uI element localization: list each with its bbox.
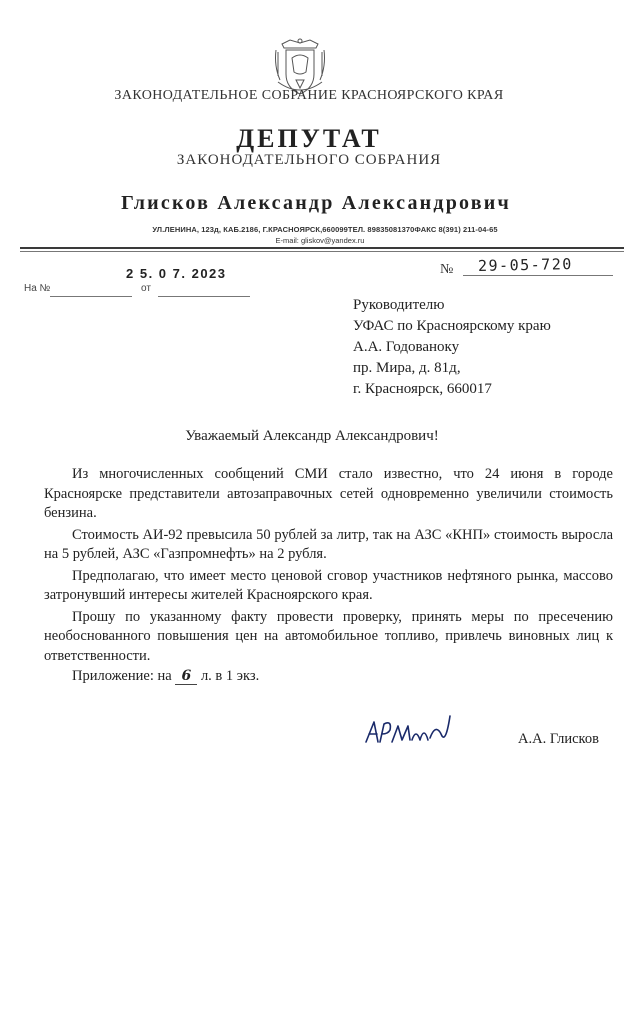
body-paragraph: Предполагаю, что имеет место ценовой сговор участников нефтяного рынка, массово затронувший интересы жителей Красноярского края. [44,567,613,603]
organization-name: ЗАКОНОДАТЕЛЬНОЕ СОБРАНИЕ КРАСНОЯРСКОГО КРАЯ [114,88,504,103]
reference-date-line [158,296,250,297]
letterhead-divider-thin [20,251,624,252]
outgoing-number-label: № [440,262,454,277]
addressee-line: УФАС по Красноярскому краю [353,318,551,334]
addressee-line: пр. Мира, д. 81д, [353,360,461,376]
addressee-line: Руководителю [353,297,445,313]
addressee-line: г. Красноярск, 660017 [353,381,492,397]
addressee-line: А.А. Годованоку [353,339,460,355]
handwritten-signature [362,712,458,752]
reference-number-line [50,296,132,297]
contact-address: УЛ.ЛЕНИНА, 123д, КАБ.2186, Г.КРАСНОЯРСК,660099ТЕЛ. 89835081370ФАКС 8(391) 211-04-65 [152,225,498,234]
letterhead-subtitle: ЗАКОНОДАТЕЛЬНОГО СОБРАНИЯ [176,152,442,168]
appendix-line [72,668,259,685]
addressee-block [353,295,551,400]
body-paragraph: Стоимость АИ-92 превысила 50 рублей за литр, так на АЗС «КНП» стоимость выросла на 5 рублей, АЗС «Газпромнефть» на 2 рубля. [44,526,613,562]
outgoing-number-line [463,275,613,276]
contact-email: E-mail: gliskov@yandex.ru [275,236,365,245]
date-stamp: 2 5. 0 7. 2023 [126,266,227,281]
reference-number-label: На № [24,283,51,294]
signer-name: А.А. Глисков [518,731,599,747]
deputy-name: Глисков Александр Александрович [121,192,511,214]
reference-date-label: от [141,283,151,294]
letterhead-title: ДЕПУТАТ [236,124,382,153]
letter-body [44,465,613,668]
appendix-prefix: Приложение: на [72,668,172,684]
appendix-suffix: л. в 1 экз. [200,668,260,684]
body-paragraph: Прошу по указанному факту провести проверку, принять меры по пресечению необоснованного повышения цен на автомобильное топливо, привлечь виновных лиц к ответственности. [44,608,613,664]
appendix-count: 6 [175,668,197,685]
letterhead-divider-thick [20,247,624,249]
outgoing-number-handwritten: 29-05-720 [477,255,573,275]
greeting: Уважаемый Александр Александрович! [185,428,439,444]
body-paragraph: Из многочисленных сообщений СМИ стало известно, что 24 июня в городе Красноярске представители автозаправочных сетей одновременно увеличили стоимость бензина. [44,466,613,521]
